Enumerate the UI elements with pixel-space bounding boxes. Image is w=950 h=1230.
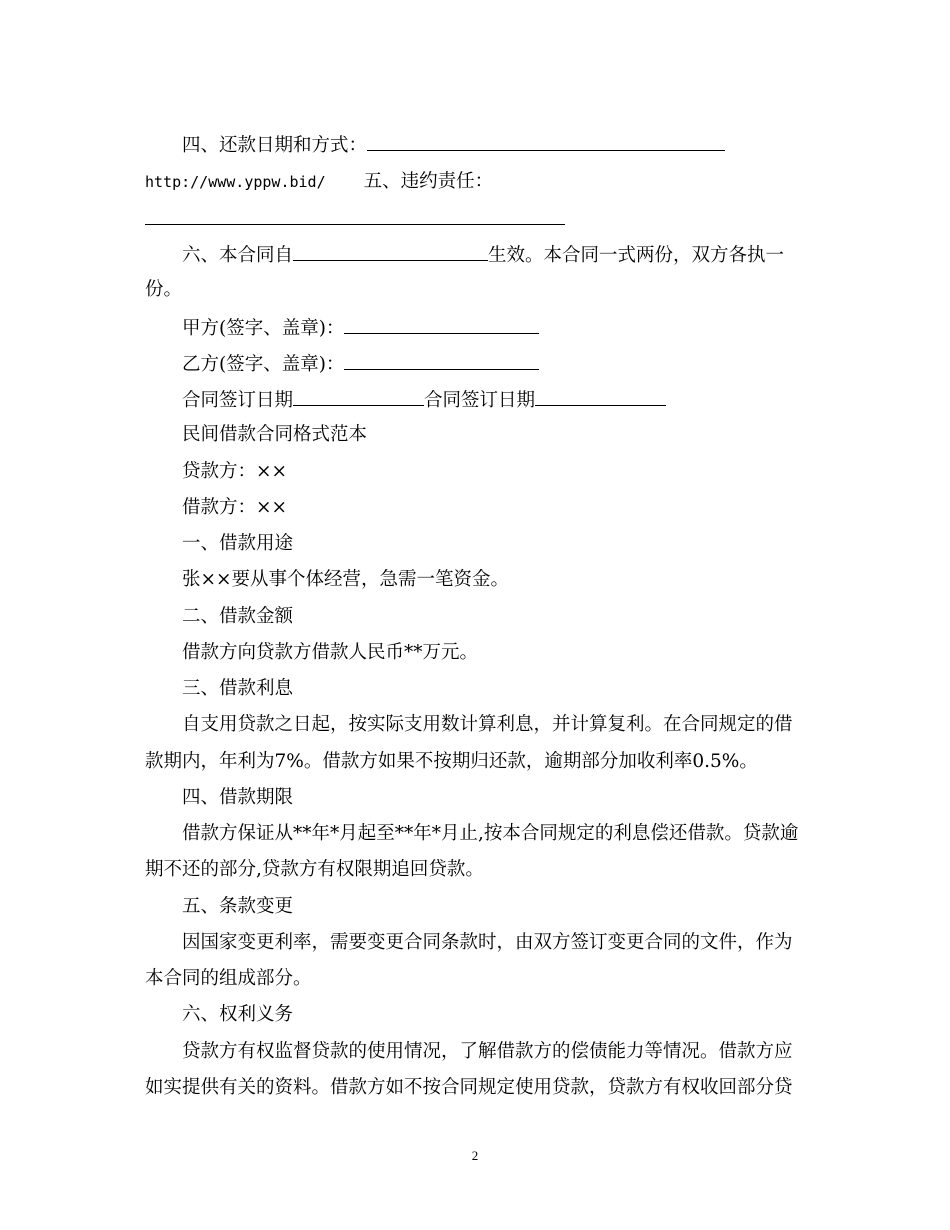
breach-blank-line (145, 206, 825, 232)
source-url[interactable]: http://www.yppw.bid/ (145, 173, 326, 191)
page-number: 2 (471, 1148, 479, 1163)
sign-date-label-a: 合同签订日期 (182, 390, 294, 411)
paragraph-line: 自支用贷款之日起，按实际支用数计算利息，并计算复利。在合同规定的借 (182, 714, 793, 735)
paragraph-line: 张××要从事个体经营，急需一笔资金。 (182, 569, 510, 590)
sign-date-line (182, 387, 862, 413)
party-b-label: 乙方(签字、盖章)： (182, 354, 345, 375)
sign-date-blank-a[interactable] (293, 387, 424, 406)
section-heading: 四、借款期限 (182, 787, 294, 808)
breach-blank[interactable] (145, 206, 565, 225)
paragraph-line: 借款方向贷款方借款人民币**万元。 (182, 642, 479, 663)
party-a-line (182, 315, 862, 341)
effective-line (182, 242, 862, 268)
paragraph-line: 如实提供有关的资料。借款方如不按合同规定使用贷款，贷款方有权收回部分贷 (145, 1077, 793, 1098)
party-a-label: 甲方(签字、盖章)： (182, 318, 345, 339)
effective-blank[interactable] (293, 242, 488, 261)
effective-line-cont (145, 278, 825, 302)
paragraph-line: 款期内，年利为7%。借款方如果不按期归还款，逾期部分加收利率0.5%。 (145, 751, 758, 772)
party-b-blank[interactable] (344, 351, 539, 370)
sign-date-label-b: 合同签订日期 (424, 390, 536, 411)
section-heading: 二、借款金额 (182, 606, 294, 627)
doc-title: 民间借款合同格式范本 (182, 424, 368, 445)
party-a-blank[interactable] (344, 315, 539, 334)
paragraph-line: 期不还的部分,贷款方有权限期追回贷款。 (145, 859, 484, 880)
repayment-line (182, 132, 862, 158)
paragraph-line: 因国家变更利率，需要变更合同条款时，由双方签订变更合同的文件，作为 (182, 932, 793, 953)
section-heading: 三、借款利息 (182, 678, 294, 699)
effective-cont-text: 份。 (145, 279, 183, 300)
paragraph-line: 贷款方有权监督贷款的使用情况，了解借款方的偿债能力等情况。借款方应 (182, 1041, 793, 1062)
sign-date-blank-b[interactable] (535, 387, 666, 406)
url-line (145, 170, 825, 194)
repayment-label: 四、还款日期和方式： (182, 135, 368, 156)
paragraph-line: 借款方保证从**年*月起至**年*月止,按本合同规定的利息偿还借款。贷款逾 (182, 823, 799, 844)
section-heading: 一、借款用途 (182, 533, 294, 554)
lender-line: 贷款方：×× (182, 461, 288, 482)
effective-label-b: 生效。本合同一式两份，双方各执一 (488, 245, 785, 266)
effective-label-a: 六、本合同自 (182, 245, 294, 266)
borrower-line: 借款方：×× (182, 497, 288, 518)
breach-label: 五、违约责任： (363, 171, 494, 192)
section-heading: 六、权利义务 (182, 1004, 294, 1025)
repayment-blank[interactable] (367, 132, 725, 151)
section-heading: 五、条款变更 (182, 896, 294, 917)
party-b-line (182, 351, 862, 377)
paragraph-line: 本合同的组成部分。 (145, 968, 312, 989)
